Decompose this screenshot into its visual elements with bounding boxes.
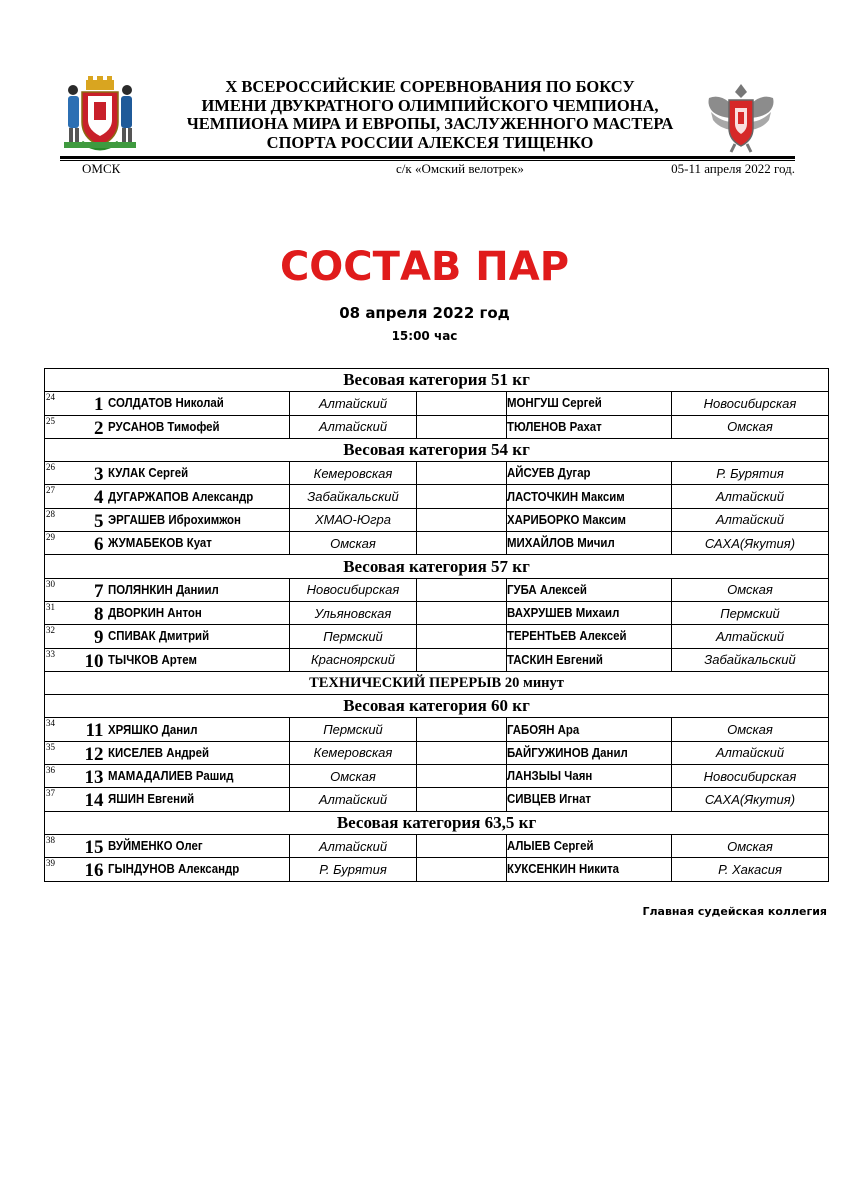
pair-number: 12 <box>84 743 104 765</box>
blue-corner-cell <box>507 415 672 438</box>
blue-corner-region: Алтайский <box>715 489 785 505</box>
red-corner-boxer: КУЛАК Сергей <box>107 465 188 481</box>
blue-corner-region-cell <box>672 508 829 531</box>
boxing-federation-eagle-icon <box>705 78 777 154</box>
weight-category-label: Весовая категория 57 кг <box>45 555 829 578</box>
result-cell <box>417 788 507 811</box>
weight-category-row <box>45 369 829 392</box>
bout-sequence-number: 31 <box>46 601 55 612</box>
red-corner-region-cell <box>290 392 417 415</box>
title-line: ЧЕМПИОНА МИРА И ЕВРОПЫ, ЗАСЛУЖЕННОГО МАСТЕРА <box>186 114 674 133</box>
result-cell <box>417 578 507 601</box>
blue-corner-region: Алтайский <box>715 512 785 528</box>
bout-row <box>45 462 829 485</box>
blue-corner-region-cell <box>672 718 829 741</box>
bout-row <box>45 834 829 857</box>
red-corner-region: Кемеровская <box>313 465 393 481</box>
bout-sequence-number: 25 <box>46 415 55 426</box>
bout-row <box>45 485 829 508</box>
red-corner-region: Пермский <box>323 722 383 738</box>
pair-number: 7 <box>94 580 104 602</box>
blue-corner-region-cell <box>672 858 829 881</box>
bout-number-cell <box>45 462 108 485</box>
header-rule <box>60 156 795 159</box>
bout-row <box>45 625 829 648</box>
blue-corner-region: Новосибирская <box>703 768 797 784</box>
bout-row <box>45 578 829 601</box>
red-corner-region-cell <box>290 485 417 508</box>
blue-corner-region-cell <box>672 532 829 555</box>
red-corner-region: Алтайский <box>318 838 388 854</box>
red-corner-boxer: ЯШИН Евгений <box>107 791 194 807</box>
blue-corner-cell <box>507 508 672 531</box>
red-corner-region-cell <box>290 601 417 624</box>
blue-corner-cell <box>507 718 672 741</box>
bout-sequence-number: 26 <box>46 462 55 473</box>
bout-number-cell <box>45 834 108 857</box>
red-corner-region-cell <box>290 718 417 741</box>
blue-corner-region: Омская <box>727 722 773 738</box>
bout-number-cell <box>45 765 108 788</box>
blue-corner-region: Новосибирская <box>703 395 797 411</box>
red-corner-boxer: ДУГАРЖАПОВ Александр <box>107 488 253 504</box>
red-corner-region: Красноярский <box>311 652 395 668</box>
bout-row <box>45 601 829 624</box>
red-corner-cell <box>108 508 290 531</box>
blue-corner-region-cell <box>672 462 829 485</box>
result-cell <box>417 532 507 555</box>
weight-category-row <box>45 695 829 718</box>
red-corner-boxer: ПОЛЯНКИН Даниил <box>107 581 219 597</box>
red-corner-cell <box>108 718 290 741</box>
pair-number: 13 <box>84 767 104 788</box>
weight-category-row <box>45 438 829 461</box>
bout-sequence-number: 30 <box>46 578 55 589</box>
pair-number: 8 <box>94 603 104 625</box>
bout-number-cell <box>45 578 108 601</box>
blue-corner-region-cell <box>672 741 829 764</box>
red-corner-region-cell <box>290 788 417 811</box>
red-corner-region: Алтайский <box>318 791 388 807</box>
red-corner-region-cell <box>290 741 417 764</box>
blue-corner-cell <box>507 858 672 881</box>
blue-corner-region-cell <box>672 648 829 671</box>
bouts-table <box>44 368 829 882</box>
blue-corner-boxer: АЙСУЕВ Дугар <box>507 465 591 481</box>
bout-number-cell <box>45 788 108 811</box>
blue-corner-cell <box>507 601 672 624</box>
blue-corner-boxer: ТЕРЕНТЬЕВ Алексей <box>507 628 627 644</box>
weight-category-label: Весовая категория 60 кг <box>45 695 829 718</box>
blue-corner-cell <box>507 834 672 857</box>
technical-break-label: ТЕХНИЧЕСКИЙ ПЕРЕРЫВ 20 минут <box>45 671 829 694</box>
blue-corner-cell <box>507 765 672 788</box>
blue-corner-region: Омская <box>727 419 773 435</box>
red-corner-region: Пермский <box>323 628 383 644</box>
red-corner-cell <box>108 415 290 438</box>
red-corner-cell <box>108 741 290 764</box>
red-corner-region-cell <box>290 508 417 531</box>
blue-corner-region-cell <box>672 625 829 648</box>
weight-category-row <box>45 555 829 578</box>
result-cell <box>417 741 507 764</box>
pair-number: 4 <box>94 487 104 509</box>
page-title: СОСТАВ ПАР <box>279 244 570 290</box>
bout-row <box>45 392 829 415</box>
red-corner-boxer: ЖУМАБЕКОВ Куат <box>107 535 212 551</box>
bout-number-cell <box>45 718 108 741</box>
blue-corner-region-cell <box>672 485 829 508</box>
weight-category-row <box>45 811 829 834</box>
title-line: X ВСЕРОССИЙСКИЕ СОРЕВНОВАНИЯ ПО БОКСУ <box>225 77 635 96</box>
bout-sequence-number: 29 <box>46 532 55 543</box>
bout-row <box>45 508 829 531</box>
title-line: СПОРТА РОССИИ АЛЕКСЕЯ ТИЩЕНКО <box>266 132 594 152</box>
blue-corner-cell <box>507 741 672 764</box>
bout-sequence-number: 38 <box>46 834 55 845</box>
blue-corner-region-cell <box>672 788 829 811</box>
result-cell <box>417 648 507 671</box>
pair-number: 14 <box>84 790 104 812</box>
bout-row <box>45 765 829 788</box>
blue-corner-region: Р. Бурятия <box>716 465 784 481</box>
red-corner-region-cell <box>290 648 417 671</box>
result-cell <box>417 625 507 648</box>
bout-sequence-number: 24 <box>46 392 55 403</box>
blue-corner-region: Омская <box>727 582 773 598</box>
red-corner-region: Забайкальский <box>307 489 399 505</box>
blue-corner-boxer: ВАХРУШЕВ Михаил <box>507 605 620 621</box>
pair-number: 11 <box>85 720 104 742</box>
result-cell <box>417 485 507 508</box>
blue-corner-region: Алтайский <box>715 745 785 761</box>
red-corner-boxer: РУСАНОВ Тимофей <box>107 418 220 434</box>
red-corner-region-cell <box>290 532 417 555</box>
title-line: ИМЕНИ ДВУКРАТНОГО ОЛИМПИЙСКОГО ЧЕМПИОНА, <box>201 95 659 115</box>
red-corner-cell <box>108 788 290 811</box>
red-corner-region: Ульяновская <box>314 605 392 621</box>
result-cell <box>417 601 507 624</box>
red-corner-region: Алтайский <box>318 395 388 411</box>
blue-corner-boxer: ГУБА Алексей <box>507 581 587 597</box>
pair-number: 1 <box>94 394 104 416</box>
bout-sequence-number: 34 <box>46 718 55 729</box>
bout-number-cell <box>45 648 108 671</box>
red-corner-cell <box>108 601 290 624</box>
red-corner-cell <box>108 765 290 788</box>
red-corner-region: Омская <box>330 535 376 551</box>
blue-corner-boxer: МИХАЙЛОВ Мичил <box>507 535 615 551</box>
blue-corner-cell <box>507 648 672 671</box>
blue-corner-boxer: МОНГУШ Сергей <box>507 395 602 411</box>
red-corner-boxer: КИСЕЛЕВ Андрей <box>107 744 209 760</box>
blue-corner-region: Забайкальский <box>704 652 796 668</box>
red-corner-boxer: ДВОРКИН Антон <box>107 605 202 621</box>
red-corner-cell <box>108 834 290 857</box>
bout-row <box>45 718 829 741</box>
bout-sequence-number: 28 <box>46 508 55 519</box>
blue-corner-cell <box>507 392 672 415</box>
result-cell <box>417 462 507 485</box>
blue-corner-region-cell <box>672 415 829 438</box>
bout-row <box>45 788 829 811</box>
blue-corner-cell <box>507 578 672 601</box>
bout-row <box>45 415 829 438</box>
blue-corner-boxer: КУКСЕНКИН Никита <box>507 861 620 877</box>
bout-date: 08 апреля 2022 год <box>339 304 510 322</box>
red-corner-region: ХМАО-Югра <box>314 512 392 528</box>
pair-number: 6 <box>94 534 104 555</box>
bout-sequence-number: 33 <box>46 648 55 659</box>
blue-corner-cell <box>507 532 672 555</box>
bout-row <box>45 648 829 671</box>
red-corner-boxer: СПИВАК Дмитрий <box>107 628 209 644</box>
red-corner-region-cell <box>290 765 417 788</box>
blue-corner-cell <box>507 462 672 485</box>
red-corner-cell <box>108 578 290 601</box>
red-corner-cell <box>108 392 290 415</box>
result-cell <box>417 415 507 438</box>
blue-corner-region-cell <box>672 834 829 857</box>
bouts-table-body <box>45 369 829 882</box>
blue-corner-boxer: ЛАНЗЫЫ Чаян <box>507 768 593 784</box>
red-corner-region-cell <box>290 858 417 881</box>
result-cell <box>417 508 507 531</box>
blue-corner-boxer: ТАСКИН Евгений <box>507 651 603 667</box>
blue-corner-cell <box>507 485 672 508</box>
red-corner-region-cell <box>290 578 417 601</box>
bout-row <box>45 532 829 555</box>
city: ОМСК <box>82 161 121 176</box>
red-corner-region-cell <box>290 415 417 438</box>
blue-corner-region: Р. Хакасия <box>718 861 782 877</box>
pair-number: 3 <box>94 464 104 485</box>
red-corner-boxer: ТЫЧКОВ Артем <box>107 651 197 667</box>
blue-corner-boxer: АЛЫЕВ Сергей <box>507 838 594 854</box>
bout-sequence-number: 27 <box>46 485 55 496</box>
pair-number: 15 <box>84 836 104 858</box>
red-corner-region: Р. Бурятия <box>319 861 387 877</box>
blue-corner-boxer: ХАРИБОРКО Максим <box>507 511 627 527</box>
blue-corner-region-cell <box>672 578 829 601</box>
blue-corner-region: САХА(Якутия) <box>704 791 796 807</box>
blue-corner-boxer: ЛАСТОЧКИН Максим <box>507 488 625 504</box>
bout-number-cell <box>45 485 108 508</box>
bout-number-cell <box>45 858 108 881</box>
red-corner-boxer: ЭРГАШЕВ Иброхимжон <box>107 511 241 527</box>
blue-corner-cell <box>507 625 672 648</box>
venue-row <box>60 161 795 177</box>
bout-time: 15:00 час <box>391 329 458 343</box>
venue: с/к «Омский велотрек» <box>396 161 524 176</box>
blue-corner-region: САХА(Якутия) <box>704 535 796 551</box>
red-corner-boxer: ХРЯШКО Данил <box>107 721 197 737</box>
result-cell <box>417 392 507 415</box>
bout-number-cell <box>45 392 108 415</box>
red-corner-region: Алтайский <box>318 419 388 435</box>
blue-corner-region: Алтайский <box>715 628 785 644</box>
blue-corner-region: Пермский <box>720 605 780 621</box>
red-corner-region-cell <box>290 625 417 648</box>
bout-number-cell <box>45 415 108 438</box>
bout-row <box>45 741 829 764</box>
weight-category-label: Весовая категория 63,5 кг <box>45 811 829 834</box>
red-corner-region: Новосибирская <box>306 582 400 598</box>
bout-number-cell <box>45 601 108 624</box>
red-corner-boxer: МАМАДАЛИЕВ Рашид <box>107 768 234 784</box>
chief-judges-signature: Главная судейская коллегия <box>642 905 827 918</box>
blue-corner-boxer: ГАБОЯН Ара <box>507 721 580 737</box>
bout-row <box>45 858 829 881</box>
bout-number-cell <box>45 625 108 648</box>
result-cell <box>417 834 507 857</box>
result-cell <box>417 765 507 788</box>
weight-category-label: Весовая категория 54 кг <box>45 438 829 461</box>
blue-corner-boxer: СИВЦЕВ Игнат <box>507 791 592 807</box>
blue-corner-region-cell <box>672 392 829 415</box>
bout-sequence-number: 35 <box>46 741 55 752</box>
competition-title <box>150 78 710 152</box>
red-corner-region: Кемеровская <box>313 745 393 761</box>
event-dates: 05-11 апреля 2022 год. <box>671 161 795 176</box>
bout-number-cell <box>45 508 108 531</box>
pair-number: 5 <box>94 510 104 532</box>
bout-sequence-number: 36 <box>46 765 55 776</box>
red-corner-region: Омская <box>330 768 376 784</box>
red-corner-region-cell <box>290 462 417 485</box>
red-corner-cell <box>108 485 290 508</box>
red-corner-cell <box>108 858 290 881</box>
pair-number: 9 <box>94 627 104 649</box>
bout-number-cell <box>45 741 108 764</box>
blue-corner-cell <box>507 788 672 811</box>
red-corner-boxer: СОЛДАТОВ Николай <box>107 395 224 411</box>
red-corner-cell <box>108 462 290 485</box>
omsk-coat-of-arms-icon <box>60 76 140 156</box>
pair-number: 10 <box>84 650 104 672</box>
red-corner-boxer: ВУЙМЕНКО Олег <box>107 838 203 854</box>
result-cell <box>417 718 507 741</box>
weight-category-label: Весовая категория 51 кг <box>45 369 829 392</box>
blue-corner-region-cell <box>672 765 829 788</box>
blue-corner-boxer: ТЮЛЕНОВ Рахат <box>507 418 602 434</box>
pair-number: 2 <box>94 417 104 439</box>
red-corner-cell <box>108 625 290 648</box>
blue-corner-boxer: БАЙГУЖИНОВ Данил <box>507 744 628 760</box>
red-corner-cell <box>108 532 290 555</box>
blue-corner-region: Омская <box>727 838 773 854</box>
red-corner-cell <box>108 648 290 671</box>
pair-number: 16 <box>84 860 104 882</box>
blue-corner-region-cell <box>672 601 829 624</box>
red-corner-boxer: ГЫНДУНОВ Александр <box>107 861 239 877</box>
technical-break-row <box>45 671 829 694</box>
red-corner-region-cell <box>290 834 417 857</box>
result-cell <box>417 858 507 881</box>
bout-sequence-number: 39 <box>46 858 55 869</box>
bout-number-cell <box>45 532 108 555</box>
bout-sequence-number: 37 <box>46 788 55 799</box>
bout-sequence-number: 32 <box>46 625 55 636</box>
